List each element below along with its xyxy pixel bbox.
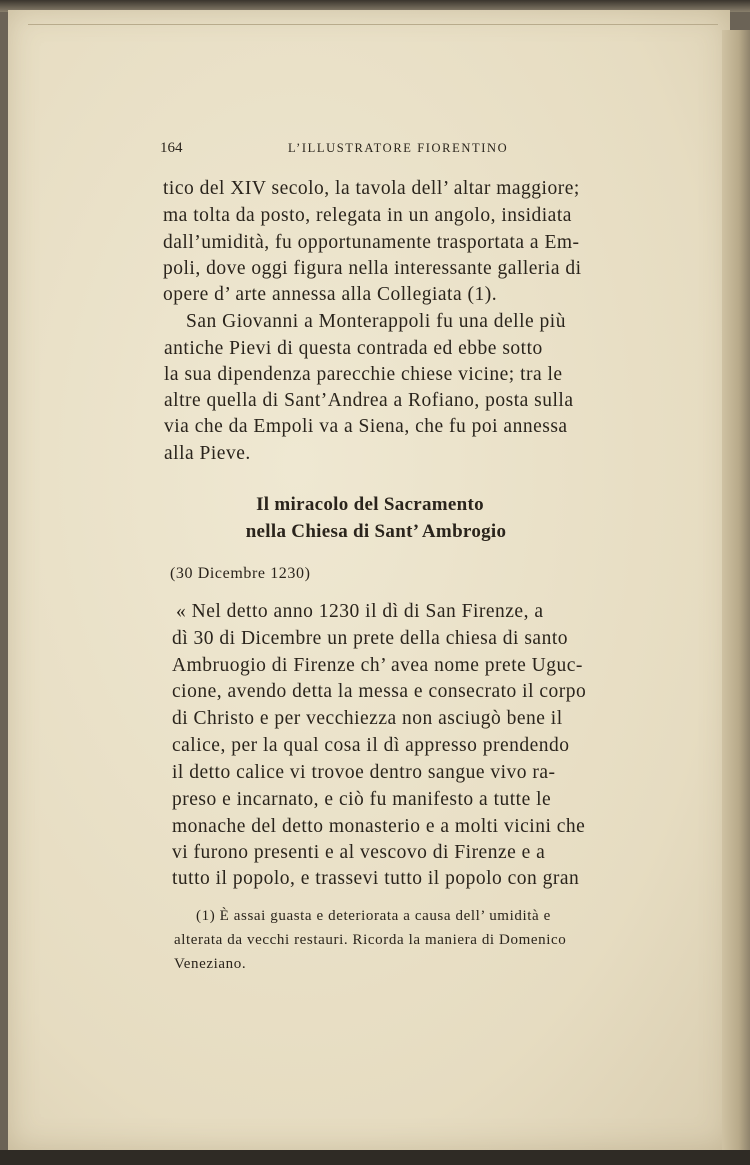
- text-line: poli, dove oggi figura nella interessante galleria di: [163, 258, 582, 279]
- text-line: via che da Empoli va a Siena, che fu poi annessa: [164, 416, 568, 437]
- text-line: ma tolta da posto, relegata in un angolo, insidiata: [163, 205, 572, 226]
- section-heading: Il miracolo del Sacramento: [256, 494, 484, 515]
- text-line: dì 30 di Dicembre un prete della chiesa di santo: [172, 628, 569, 649]
- text-line: tutto il popolo, e trassevi tutto il popolo con gran: [172, 868, 580, 889]
- text-line: la sua dipendenza parecchie chiese vicine; tra le: [164, 364, 563, 385]
- footnote-line: (1) È assai guasta e deteriorata a causa dell’ umidità e: [196, 908, 551, 924]
- text-line: « Nel detto anno 1230 il dì di San Firenze, a: [176, 601, 544, 622]
- section-heading: nella Chiesa di Sant’ Ambrogio: [245, 521, 507, 542]
- footnote-line: Veneziano.: [174, 956, 247, 972]
- running-title: L’ILLUSTRATORE FIORENTINO: [288, 141, 509, 155]
- scan-bottom-edge: [0, 1150, 750, 1165]
- text-line: calice, per la qual cosa il dì appresso prendendo: [172, 735, 570, 756]
- text-line: vi furono presenti e al vescovo di Firenze e a: [172, 842, 546, 863]
- text-line: il detto calice vi trovoe dentro sangue vivo ra-: [172, 762, 556, 783]
- date-line: (30 Dicembre 1230): [170, 565, 311, 582]
- text-line: tico del XIV secolo, la tavola dell’ altar maggiore;: [163, 178, 580, 199]
- page-number: 164: [160, 140, 183, 156]
- text-line: preso e incarnato, e ciò fu manifesto a tutte le: [172, 789, 552, 810]
- text-line: Ambruogio di Firenze ch’ avea nome prete Uguc-: [172, 655, 583, 676]
- text-line: cione, avendo detta la messa e consecrato il corpo: [172, 681, 587, 702]
- page-edge: [722, 30, 750, 1150]
- text-line: di Christo e per vecchiezza non asciugò bene il: [172, 708, 563, 729]
- text-line: altre quella di Sant’Andrea a Rofiano, posta sulla: [164, 390, 574, 411]
- text-line: antiche Pievi di questa contrada ed ebbe sotto: [164, 338, 543, 359]
- footnote-line: alterata da vecchi restauri. Ricorda la maniera di Domenico: [174, 932, 567, 948]
- text-line: monache del detto monasterio e a molti vicini che: [172, 816, 586, 837]
- text-line: dall’umidità, fu opportunamente trasportata a Em-: [163, 232, 580, 253]
- text-line: San Giovanni a Monterappoli fu una delle più: [186, 311, 566, 332]
- text-line: alla Pieve.: [164, 443, 251, 464]
- text-line: opere d’ arte annessa alla Collegiata (1).: [163, 284, 498, 305]
- top-rule: [28, 24, 718, 25]
